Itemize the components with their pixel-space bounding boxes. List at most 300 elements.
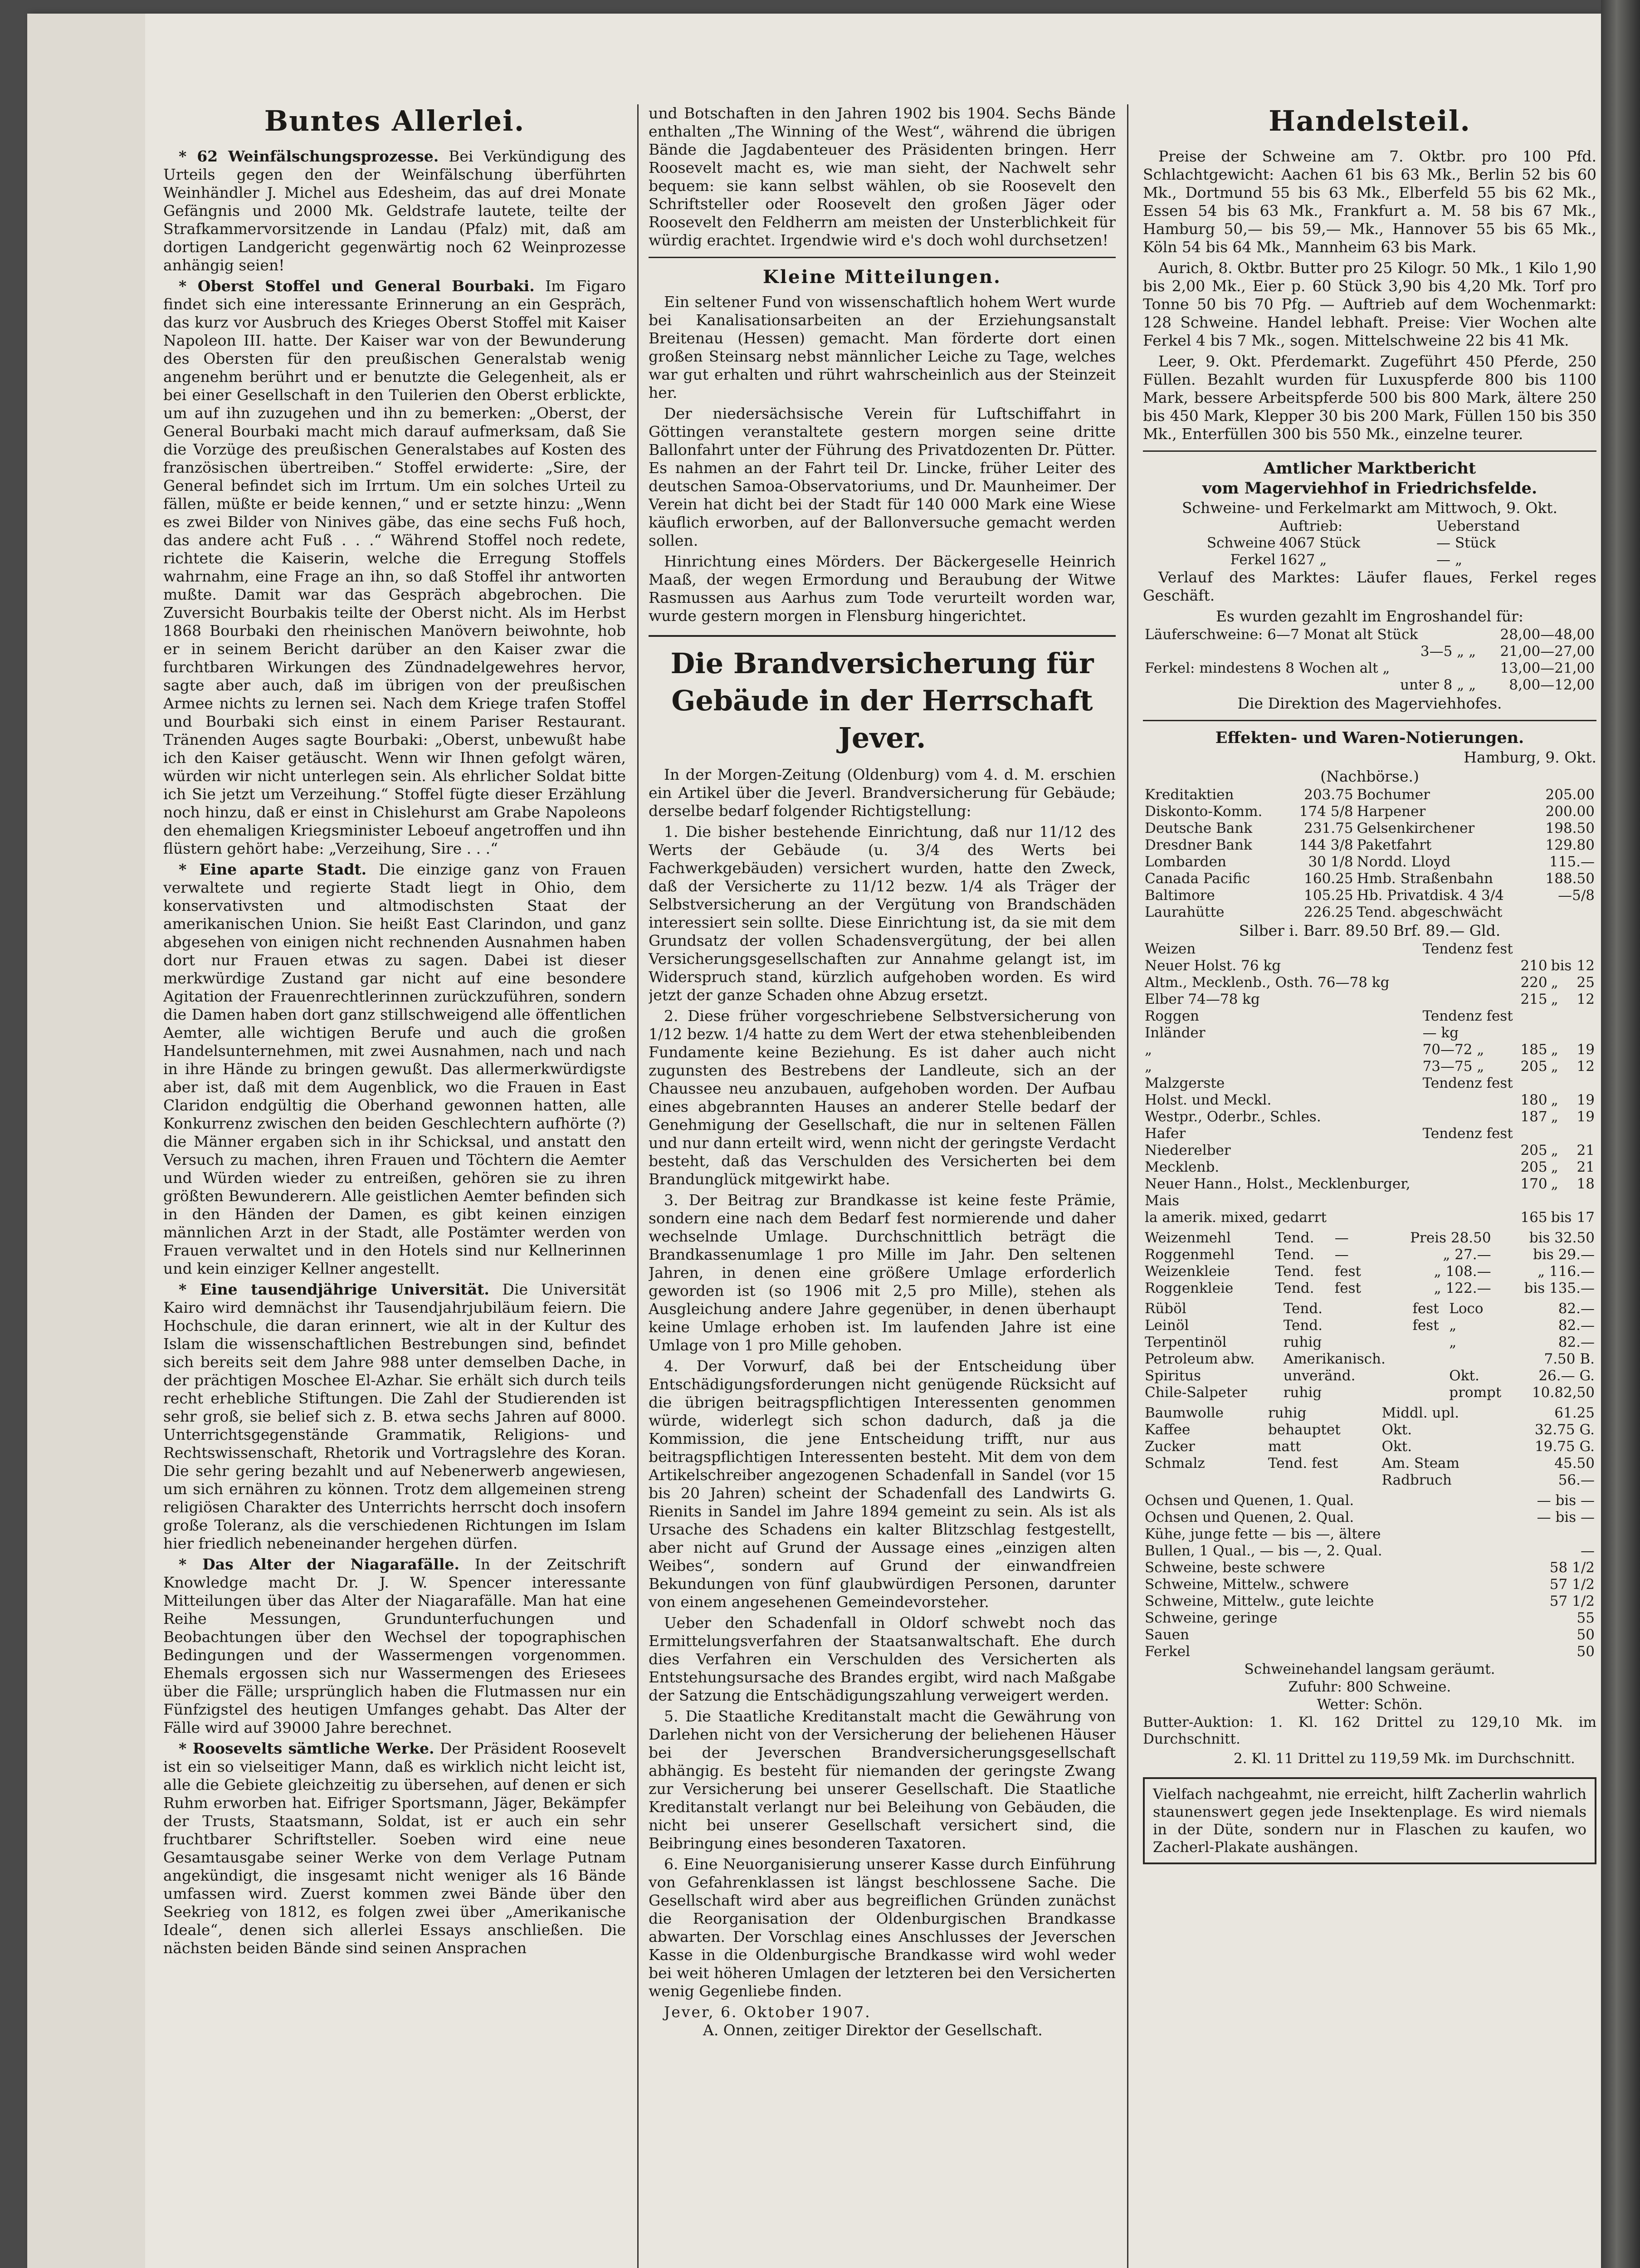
table-cell: 57 1/2	[1549, 1576, 1595, 1593]
table-cell: 57 1/2	[1549, 1593, 1595, 1609]
vieh-table	[1143, 1492, 1596, 1660]
table-cell: 180	[1520, 1092, 1547, 1108]
table-cell	[1549, 1008, 1574, 1025]
table-cell: Tend.	[1283, 1300, 1323, 1317]
table-cell: Tend.	[1275, 1263, 1314, 1280]
nachboerse: (Nachbörse.)	[1320, 767, 1419, 785]
table-cell: 70—72 „	[1422, 1041, 1484, 1058]
brand-paragraph: 2. Diese früher vorgeschriebene Selbstversicherung von 1/12 bezw. 1/4 hatte zu dem Wert der etwa stehenbleibenden Fundamente keine Beziehung. Es ist daher auch nicht zugunsten des Bestrebens der Landleute, sich an der Chaussee neu anzubauen, aufgehoben worden. Der Aufbau eines abgebrannten Hauses an anderer Stelle bedarf der Genehmigung der Gesellschaft, die nur in seltenen Fällen und nur dann erteilt wird, wenn nicht der geringste Verdacht besteht, daß das Verschulden des Versicherten bei dem Brandunglück mitgewirkt habe.	[649, 1007, 1116, 1188]
table-row	[1143, 1509, 1596, 1526]
table-cell: „	[1551, 1176, 1558, 1192]
table-cell: Okt.	[1449, 1368, 1479, 1384]
table-cell: Bullen, 1 Qual., — bis —, 2. Qual.	[1145, 1543, 1382, 1559]
column-rule	[1127, 104, 1128, 2268]
vieh-note: Wetter: Schön.	[1317, 1696, 1423, 1713]
table-row	[1143, 904, 1596, 921]
table-cell: 12	[1577, 1058, 1595, 1075]
oele-table	[1143, 1300, 1596, 1401]
table-row	[1143, 837, 1596, 854]
table-cell: Canada Pacific	[1145, 870, 1250, 887]
vieh-note: Schweinehandel langsam geräumt.	[1244, 1661, 1495, 1677]
table-cell: „	[1551, 974, 1558, 991]
table-cell: Tend.	[1275, 1230, 1314, 1246]
headline-brandversicherung: Die Brandversicherung für Gebäude in der Herrschaft Jever.	[649, 635, 1116, 757]
article-stoffel: * Oberst Stoffel und General Bourbaki. Im Figaro findet sich eine interessante Erinnerung an ein Gespräch, das kurz vor Ausbruch des Krieges Oberst Stoffel mit Kaiser Napoleon III. hatte. Der Kaiser war von der Bewunderung des Obersten für den preußischen Generalstab wenig angenehm berührt und er benutzte die Gelegenheit, als er bei einer Gesellschaft in den Tuilerien den Oberst erblickte, um auf ihn zuzugehen und ihn zu bemerken: „Oberst, der General Bourbaki macht mich darauf aufmerksam, daß Sie die Vorzüge des preußischen Generalstabes auf Kosten des französischen übertreiben.“ Stoffel erwiderte: „Sire, der General befindet sich im Irrtum. Um ein solches Urteil zu fällen, müßte er beide kennen,“ und er setzte hinzu: „Wenn es zwei Bilder von Ninives gäbe, das eine sechs Fuß hoch, das andere acht Fuß . . .“ Während Stoffel noch redete, richtete die Kaiserin, welche die Erregung Stoffels wahrnahm, eine Frage an ihn, so daß Stoffel ihr antworten mußte. Damit war das Gespräch abgebrochen. Die Zuversicht Bourbakis teilte der Oberst nicht. Als im Herbst 1868 Bourbaki den rheinischen Manövern beiwohnte, hob er in seinem Bericht darüber an den Kaiser zwar die furchtbaren Wirkungen des Zündnadelgewehres hervor, sagte aber auch, daß im übrigen von der preußischen Armee nichts zu lernen sei. Nach dem Kriege trafen Stoffel und Bourbaki sich einst in einem Pariser Restaurant. Tränenden Auges sagte Bourbaki: „Oberst, unbewußt habe ich den Kaiser getäuscht. Wenn wir Ihnen gefolgt wären, würden wir nicht unterlegen sein. Als ehrlicher Soldat bitte ich Sie jetzt um Verzeihung.“ Stoffel fügte dieser Erzählung noch hinzu, daß er einst in Chislehurst am Grabe Napoleons den ehemaligen Kriegsminister Leboeuf angetroffen und ihn flüstern gehört habe: „Verzeihung, Sire . . .“	[163, 277, 626, 857]
table-cell	[1421, 1209, 1518, 1226]
table-cell: „	[1145, 1041, 1152, 1058]
table-cell: 160.25	[1304, 870, 1353, 887]
table-cell	[1421, 1092, 1518, 1109]
table-cell: behauptet	[1268, 1422, 1341, 1438]
table-row	[1143, 1109, 1596, 1125]
table-cell: — bis —	[1537, 1509, 1595, 1525]
notice-hinrichtung: Hinrichtung eines Mörders. Der Bäckergeselle Heinrich Maaß, der wegen Ermordung und Beraubung der Witwe Rasmussen aus Aarhus zum Tode verurteilt worden war, wurde gestern morgen in Flensburg hingerichtet.	[649, 552, 1116, 625]
table-cell: Hafer	[1145, 1125, 1186, 1142]
engros-heading: Es wurden gezahlt im Engroshandel für:	[1215, 607, 1524, 625]
table-cell	[1549, 1193, 1574, 1209]
table-cell: 82.—	[1558, 1317, 1595, 1334]
table-row	[1143, 1280, 1596, 1297]
table-row	[1143, 854, 1596, 870]
section-title: Handelsteil.	[1269, 104, 1471, 137]
table-cell	[1421, 958, 1518, 974]
table-row	[1143, 1317, 1596, 1334]
table-cell: 10.82,50	[1532, 1384, 1595, 1401]
article-universitaet: * Eine tausendjährige Universität. Die Universität Kairo wird demnächst ihr Tausendjahrjubiläum feiern. Die Hochschule, die daran erinnert, wie alt in der Kultur des Islam die wissenschaftlichen Bestrebungen sind, befindet sich bereits seit dem Jahre 988 unter demselben Dache, in der prächtigen Moschee El-Azhar. Sie erhält sich durch teils recht erhebliche Stiftungen. Die Zahl der Studierenden ist sehr groß, sie belief sich z. B. etwa sechs Jahren auf 8000. Unterrichtsgegenstände Grammatik, Religions- und Rechtswissenschaft, Rhetorik und Vortragslehre des Koran. Die sehr gering bezahlt und auf Nebenerwerb angewiesen, um sich ernähren zu können. Trotz dem allgemeinen streng religiösen Charakter des Unterrichts herrscht doch insofern große Toleranz, als die verschiedenen Richtungen im Islam hier friedlich nebeneinander hergehen dürfen.	[163, 1281, 626, 1552]
table-cell: 32.75 G.	[1534, 1422, 1595, 1438]
table-cell: 205	[1520, 1159, 1547, 1175]
table-cell: „	[1551, 1092, 1558, 1108]
section-title-kleine: Kleine Mitteilungen.	[763, 266, 1001, 288]
table-row: Ferkel: mindestens 8 Wochen alt „ 13,00—21,00	[1145, 660, 1595, 676]
table-cell: Neuer Holst. 76 kg	[1145, 958, 1281, 974]
table-row	[1143, 991, 1596, 1008]
report-schweinepreise: Preise der Schweine am 7. Oktbr. pro 100 Pfd. Schlachtgewicht: Aachen 61 bis 63 Mk., Berlin 52 bis 60 Mk., Dortmund 55 bis 63 Mk., Elberfeld 55 bis 62 Mk., Essen 54 bis 63 Mk., Frankfurt a. M. 58 bis 67 Mk., Hamburg 50,— bis 59,— Mk., Hannover 55 bis 65 Mk., Köln 54 bis 64 Mk., Mannheim 63 bis Mark.	[1143, 147, 1596, 256]
table-row	[1143, 1230, 1596, 1246]
table-cell: 220	[1520, 974, 1547, 991]
table-cell: —	[1334, 1246, 1349, 1263]
table-cell: „	[1551, 1142, 1558, 1158]
table-cell	[1574, 1008, 1596, 1025]
table-cell: Am. Steam	[1381, 1455, 1459, 1471]
table-cell: Tend. abgeschwächt	[1357, 904, 1503, 920]
table-cell: Elber 74—78 kg	[1145, 991, 1260, 1007]
table-cell	[1421, 1142, 1518, 1159]
table-cell	[1534, 904, 1596, 921]
table-cell: Diskonto-Komm.	[1145, 803, 1263, 820]
table-cell: 25	[1577, 974, 1595, 991]
table-cell: 50	[1577, 1643, 1595, 1660]
table-row: 3—5 „ „ 21,00—27,00	[1420, 643, 1595, 660]
table-row	[1143, 1438, 1596, 1455]
table-cell: „ 108.—	[1434, 1263, 1491, 1280]
table-cell: —	[1334, 1230, 1349, 1246]
table-cell	[1447, 1351, 1515, 1368]
table-cell: Mecklenb.	[1145, 1159, 1220, 1175]
table-cell: Tend.	[1275, 1280, 1314, 1296]
auftrieb-table	[1143, 518, 1596, 568]
table-cell: fest	[1334, 1280, 1361, 1296]
table-cell: Schweine, Mittelw., schwere	[1145, 1576, 1349, 1593]
table-cell: 45.50	[1554, 1455, 1595, 1471]
table-row	[1143, 1159, 1596, 1176]
brand-paragraph: In der Morgen-Zeitung (Oldenburg) vom 4. d. M. erschien ein Artikel über die Jeverl. Brandversicherung für Gebäude; derselbe bedarf folgender Richtigstellung:	[649, 766, 1116, 820]
table-cell	[1518, 1125, 1549, 1142]
table-row	[1143, 1058, 1596, 1075]
table-cell: 174 5/8	[1299, 803, 1353, 820]
table-cell: Niederelber	[1145, 1142, 1231, 1158]
table-cell: Tendenz fest	[1422, 1008, 1513, 1024]
table-cell: 58 1/2	[1549, 1559, 1595, 1576]
table-cell: 205	[1520, 1142, 1547, 1158]
table-cell	[1411, 1384, 1447, 1401]
table-cell	[1504, 1526, 1596, 1543]
table-row	[1143, 1559, 1596, 1576]
table-cell: Altm., Mecklenb., Osth. 76—78 kg	[1145, 974, 1390, 991]
brand-paragraph: 5. Die Staatliche Kreditanstalt macht die Gewährung von Darlehen nicht von der Versicherung der beliehenen Häuser bei der Jeverschen Brandversicherungsgesellschaft abhängig. Es besteht für niemanden der geringste Zwang zur Versicherung bei unserer Gesellschaft. Die Staatliche Kreditanstalt verlangt nur bei Beleihung von Gebäuden, die nicht bei unserer Gesellschaft versichert sind, die Beibringung eines besonderen Taxatoren.	[649, 1707, 1116, 1852]
getreide-table	[1143, 941, 1596, 1226]
table-cell	[1266, 1472, 1380, 1489]
column-rule	[637, 104, 639, 2268]
table-cell: Ferkel	[1145, 1643, 1191, 1660]
table-row	[1143, 1610, 1596, 1627]
table-cell: Westpr., Oderbr., Schles.	[1145, 1109, 1321, 1125]
table-cell	[1549, 941, 1574, 958]
table-row	[1143, 1593, 1596, 1610]
article-roosevelt: * Roosevelts sämtliche Werke. Der Präsident Roosevelt ist ein so vielseitiger Mann, daß es wirklich nicht leicht ist, alle die Gebiete gleichzeitig zu übersehen, auf denen er sich Ruhm erworben hat. Eifriger Sportsmann, Jäger, Bekämpfer der Trusts, Staatsmann, Soldat, ist er auch ein sehr fruchtbarer Schriftsteller. Soeben wird eine neue Gesamtausgabe seiner Werke von dem Verlage Putnam angekündigt, die insgesamt nicht weniger als 16 Bände umfassen wird. Zuerst kommen zwei Bände über den Seekrieg von 1812, es folgen zwei über „Amerikanische Ideale“, denen sich allerlei Essays anschließen. Die nächsten beiden Bände sind seinen Ansprachen	[163, 1740, 626, 1957]
table-cell: — bis —	[1537, 1492, 1595, 1509]
table-cell: 205.00	[1545, 787, 1595, 803]
hamburg-date: Hamburg, 9. Okt.	[1464, 748, 1596, 766]
table-cell: bis 135.—	[1524, 1280, 1595, 1296]
table-cell: 19	[1577, 1041, 1595, 1058]
table-cell: Deutsche Bank	[1145, 820, 1253, 836]
table-cell: bis 32.50	[1529, 1230, 1595, 1246]
table-row: Schweine 4067 Stück — Stück	[1206, 535, 1496, 551]
table-cell: 129.80	[1545, 837, 1595, 853]
table-row	[1143, 1627, 1596, 1643]
effekten-title: Effekten- und Waren-Notierungen.	[1215, 728, 1524, 747]
table-cell: Mais	[1145, 1193, 1180, 1209]
table-cell: Lombarden	[1145, 854, 1226, 870]
table-cell: 19	[1577, 1092, 1595, 1108]
table-cell: Harpener	[1357, 803, 1426, 820]
table-cell: fest	[1412, 1317, 1439, 1334]
table-cell: 21	[1577, 1142, 1595, 1158]
column-buntes-allerlei	[163, 104, 626, 2268]
table-cell	[1143, 1472, 1266, 1489]
table-row	[1143, 1008, 1596, 1025]
table-cell: Schweine, beste schwere	[1145, 1559, 1325, 1576]
divider	[1143, 450, 1596, 452]
table-cell: 231.75	[1304, 820, 1353, 836]
table-cell: Baumwolle	[1145, 1405, 1224, 1421]
advertisement-zacherlin: Vielfach nachgeahmt, nie erreicht, hilft Zacherlin wahrlich staunenswert gegen jede Insektenplage. Es wird niemals in der Düte, sondern nur in Flaschen zu kaufen, wo Zacherl-Plakate aushängen.	[1143, 1777, 1596, 1864]
brand-paragraph: 6. Eine Neuorganisierung unserer Kasse durch Einführung von Gefahrenklassen ist längst beschlossene Sache. Die Gesellschaft wird aber aus begreiflichen Gründen zunächst die Reorganisation der Oldenburgischen Brandkasse abwarten. Der Vorschlag eines Anschlusses der Jeverschen Kasse in die Oldenburgische Brandkasse wird wohl weder bei weit höheren Umlagen der letzteren bei den Versicherten wenig Gegenliebe finden.	[649, 1855, 1116, 2000]
table-cell: bis 29.—	[1533, 1246, 1595, 1263]
table-header: Auftrieb: Ueberstand	[1279, 518, 1520, 534]
table-cell: Ochsen und Quenen, 2. Qual.	[1145, 1509, 1354, 1525]
table-cell: Kaffee	[1145, 1422, 1191, 1438]
newspaper-page	[27, 14, 1601, 2268]
table-cell: „	[1449, 1317, 1457, 1334]
table-cell: fest	[1334, 1263, 1361, 1280]
table-cell: 226.25	[1304, 904, 1353, 920]
table-cell: 21	[1577, 1159, 1595, 1175]
table-cell: Middl. upl.	[1381, 1405, 1459, 1421]
table-row	[1143, 870, 1596, 887]
effekten-table	[1143, 787, 1596, 921]
table-cell: 7.50 B.	[1544, 1351, 1595, 1367]
table-cell: bis	[1551, 958, 1572, 974]
table-cell	[1421, 1193, 1518, 1209]
kolonial-table	[1143, 1405, 1596, 1489]
table-row	[1143, 1368, 1596, 1384]
report-leer: Leer, 9. Okt. Pferdemarkt. Zugeführt 450 Pferde, 250 Füllen. Bezahlt wurden für Luxuspferde 800 bis 1100 Mark, bessere Arbeitspferde 500 bis 800 Mark, ältere 250 bis 450 Mark, Klepper 30 bis 200 Mark, Füllen 150 bis 350 Mk., Enterfüllen 300 bis 550 Mk., einzelne teurer.	[1143, 352, 1596, 443]
table-cell: Chile-Salpeter	[1145, 1384, 1247, 1401]
table-cell: 73—75 „	[1422, 1058, 1484, 1075]
table-cell: „	[1551, 991, 1558, 1007]
table-cell: 198.50	[1545, 820, 1595, 836]
table-cell	[1518, 941, 1549, 958]
table-cell: Petroleum abw.	[1145, 1351, 1255, 1367]
table-cell: 55	[1577, 1610, 1595, 1626]
brand-paragraph: 3. Der Beitrag zur Brandkasse ist keine feste Prämie, sondern eine nach dem Bedarf fest normierende und daher wechselnde Umlage. Durchschnittlich beträgt die Brandkassenumlage 1 pro Mille im Jahr. Den seltenen Jahren, in denen eine größere Umlage erforderlich geworden ist (so 1906 mit 2,5 pro Mille), stehen als Ausgleichung andere Jahre gegenüber, in denen überhaupt keine Umlage erhoben ist. Im laufenden Jahre ist eine Umlage von 1 pro Mille gehoben.	[649, 1191, 1116, 1354]
mehl-table	[1143, 1230, 1596, 1297]
article-aparte-stadt: * Eine aparte Stadt. Die einzige ganz von Frauen verwaltete und regierte Stadt liegt in Ohio, dem konservativsten und altmodischsten Staat der amerikanischen Union. Sie heißt East Clarindon, und ganz abgesehen von einigen nicht rechnenden Ausnahmen haben dort nur Frauen etwas zu sagen. Dabei ist dieser merkwürdige Zustand gar nicht auf eine besondere Agitation der Frauenrechtlerinnen zurückzuführen, sondern die Damen haben dort ganz stillschweigend alle öffentlichen Aemter, alle wichtigen Berufe und auch die großen Handelsunternehmen, mit zwei Ausnahmen, nach und nach in ihre Hände zu bringen gewußt. Das allermerkwürdigste aber ist, daß mit dem Augenblick, wo die Frauen in East Claridon endgültig die Oberhand gewonnen hatten, alle Konkurrenz zwischen den beiden Geschlechtern aufhörte (?) die Männer ergaben sich in ihr Schicksal, und anstatt den Versuch zu machen, ihren Frauen und Töchtern die Aemter und Würden wieder zu entreißen, gehören sie zu ihren größten Bewunderern. Alle geistlichen Aemter befinden sich in den Händen der Damen, es gibt keinen einzigen männlichen Arzt in der Stadt, alle Postämter werden von Frauen verwaltet und in den Hotels sind nur Kellnerinnen und kein einziger Kellner angestellt.	[163, 860, 626, 1277]
table-cell: „	[1551, 1159, 1558, 1175]
table-cell: Schweine, geringe	[1145, 1610, 1278, 1626]
table-row	[1143, 1209, 1596, 1226]
brand-paragraph: 4. Der Vorwurf, daß bei der Entscheidung über Entschädigungsforderungen nicht genügende Rücksicht auf die übrigen beitragspflichtigen Interessenten genommen würde, widerlegt sich schon dadurch, daß ja die Kommission, die jene Entscheidung trifft, nur aus beitragspflichtigen Interessenten besteht. Mit dem von dem Artikelschreiber angezogenen Schadenfall in Sandel (vor 15 bis 20 Jahren) scheint der Schadenfall des Landwirts G. Rienits in Sandel im Jahre 1894 gemeint zu sein. Als ist als Ursache des Schadens ein kalter Blitzschlag festgestellt, aber nicht auf Grund der Aussage eines „einzigen alten Weibes“, sondern auf Grund der einwandfreien Bekundungen von fünf glaubwürdigen Personen, darunter von einem angesehenen Gemeindevorsteher.	[649, 1357, 1116, 1611]
table-cell	[1518, 1025, 1549, 1041]
table-cell: 105.25	[1304, 887, 1353, 904]
article-weinfaelschung: * 62 Weinfälschungsprozesse. Bei Verkündigung des Urteils gegen den der Weinfälschung überführten Weinhändler J. Michel aus Edesheim, das auf drei Monate Gefängnis und 2000 Mk. Geldstrafe lautete, teilte der Strafkammervorsitzende in Landau (Pfalz) mit, daß am dortigen Landgericht gegenwärtig noch 62 Weinprozesse anhängig seien!	[163, 147, 626, 274]
column-handelsteil	[1143, 104, 1596, 2268]
table-cell	[1549, 1125, 1574, 1142]
table-cell: 210	[1520, 958, 1547, 974]
table-row	[1143, 1193, 1596, 1209]
table-row	[1143, 1492, 1596, 1509]
table-cell: Weizenkleie	[1145, 1263, 1230, 1280]
table-cell: Bochumer	[1357, 787, 1430, 803]
table-cell: Hmb. Straßenbahn	[1357, 870, 1493, 887]
table-cell: 115.—	[1549, 854, 1595, 870]
table-row	[1143, 958, 1596, 974]
table-cell: „	[1551, 1041, 1558, 1058]
place-date: Jever, 6. Oktober 1907.	[664, 2003, 871, 2021]
table-row	[1143, 1125, 1596, 1142]
table-cell: matt	[1268, 1438, 1301, 1455]
table-cell: 12	[1577, 958, 1595, 974]
table-cell: 18	[1577, 1176, 1595, 1192]
table-cell	[1574, 1025, 1596, 1041]
table-cell: Spiritus	[1145, 1368, 1201, 1384]
table-row	[1143, 787, 1596, 803]
table-row	[1143, 1142, 1596, 1159]
table-cell: Gelsenkirchener	[1357, 820, 1475, 836]
table-cell: Paketfahrt	[1357, 837, 1432, 853]
table-cell: bis	[1551, 1209, 1572, 1226]
table-cell: 30 1/8	[1308, 854, 1353, 870]
brand-paragraph: 1. Die bisher bestehende Einrichtung, daß nur 11/12 des Werts der Gebäude (u. 3/4 des Werts bei Fachwerkgebäuden) versichert wurden, hatte den Zweck, daß der Versicherte zu 11/12 bezw. 1/4 als Träger der Selbstversicherung an der Vergütung von Brandschäden interessiert sein sollte. Diese Einrichtung ist, da sie mit dem Grundsatz der vollen Schadensvergütung, der bei allen Versicherungsgesellschaften zur Annahme gelangt ist, im Widerspruch stand, kürzlich aufgehoben worden. Es wird jetzt der ganze Schaden ohne Abzug ersetzt.	[649, 823, 1116, 1004]
table-cell: Hb. Privatdisk. 4 3/4	[1357, 887, 1504, 904]
section-title: Buntes Allerlei.	[264, 104, 525, 137]
table-cell: Rüböl	[1145, 1300, 1186, 1317]
table-cell: fest	[1412, 1300, 1439, 1317]
marktbericht-subtitle: vom Magerviehhof in Friedrichsfelde.	[1202, 479, 1538, 498]
page-edge	[1601, 0, 1640, 2268]
table-cell: Tendenz fest	[1422, 941, 1513, 957]
table-cell: 200.00	[1545, 803, 1595, 820]
table-row: Ferkel 1627 „ — „	[1230, 552, 1463, 568]
table-cell: „ 122.—	[1434, 1280, 1491, 1296]
table-cell: Amerikanisch.	[1283, 1351, 1386, 1367]
table-cell: 165	[1520, 1209, 1547, 1226]
table-cell: —	[1581, 1543, 1595, 1559]
table-cell: unveränd.	[1283, 1368, 1356, 1384]
table-cell: ruhig	[1268, 1405, 1307, 1421]
table-cell	[1411, 1368, 1447, 1384]
table-cell: Tendenz fest	[1422, 1075, 1513, 1091]
direktion: Die Direktion des Magerviehhofes.	[1237, 694, 1502, 712]
table-cell: 187	[1520, 1109, 1547, 1125]
table-cell: „ 27.—	[1443, 1246, 1491, 1263]
table-cell	[1518, 1008, 1549, 1025]
table-cell: Loco	[1449, 1300, 1484, 1317]
table-cell: 205	[1520, 1058, 1547, 1075]
table-row	[1143, 1643, 1596, 1660]
table-cell	[1574, 941, 1596, 958]
table-row	[1143, 1472, 1596, 1489]
table-cell: 61.25	[1554, 1405, 1595, 1421]
divider	[1143, 720, 1596, 721]
table-cell: Schmalz	[1145, 1455, 1205, 1471]
table-cell: „	[1145, 1058, 1152, 1075]
table-row	[1143, 941, 1596, 958]
table-row	[1143, 1384, 1596, 1401]
table-cell: 19.75 G.	[1534, 1438, 1595, 1455]
table-row	[1143, 1526, 1596, 1543]
table-cell: Dresdner Bank	[1145, 837, 1252, 853]
page-margin	[27, 14, 145, 2268]
table-cell: Inländer	[1145, 1025, 1206, 1041]
silber: Silber i. Barr. 89.50 Brf. 89.— Gld.	[1239, 922, 1501, 939]
table-cell: 82.—	[1558, 1334, 1595, 1350]
table-cell: Roggen	[1145, 1008, 1200, 1024]
table-cell	[1549, 1025, 1574, 1041]
article-roosevelt-continued: und Botschaften in den Jahren 1902 bis 1904. Sechs Bände enthalten „The Winning of the West“, während die übrigen Bände die Jagdabenteuer des Präsidenten bringen. Herr Roosevelt macht es, wie man sieht, der Nachwelt sehr bequem: sie kann selbst wählen, ob sie Roosevelt den Schriftsteller oder Roosevelt den großen Jäger oder Roosevelt den Feldherrn am meisten der Unsterblichkeit für würdig erachtet. Irgendwie wird e's doch wohl durchsetzen!	[649, 104, 1116, 249]
table-cell: — kg	[1422, 1025, 1459, 1041]
article-niagarafaelle: * Das Alter der Niagarafälle. In der Zeitschrift Knowledge macht Dr. J. W. Spencer interessante Mitteilungen über das Alter der Niagarafälle. Man hat eine Reihe Messungen, Grundunterfuchungen und Beobachtungen über den Wechsel der topographischen Bedingungen und der Wassermengen vorgenommen. Ehemals ergossen sich nur Wassermengen des Eriesees über die Fälle; ursprünglich haben die Flutmassen nur ein Fünfzigstel des heutigen Umfanges gehabt. Das Alter der Fälle wird auf 39000 Jahre berechnet.	[163, 1555, 626, 1736]
table-cell	[1518, 1075, 1549, 1092]
verlauf: Verlauf des Marktes: Läufer flaues, Ferkel reges Geschäft.	[1143, 568, 1596, 604]
table-cell: la amerik. mixed, gedarrt	[1145, 1209, 1327, 1226]
table-cell: ruhig	[1283, 1384, 1322, 1401]
table-row	[1143, 1025, 1596, 1041]
report-aurich: Aurich, 8. Oktbr. Butter pro 25 Kilogr. 50 Mk., 1 Kilo 1,90 bis 2,00 Mk., Eier p. 60 Stück 3,90 bis 4,20 Mk. Torf pro Tonne 50 bis 70 Pfg. — Auftrieb auf dem Wochenmarkt: 128 Schweine. Handel lebhaft. Preise: Vier Wochen alte Ferkel 4 bis 7 Mk., sogen. Mittelschweine 22 bis 41 Mk.	[1143, 259, 1596, 349]
table-cell: Holst. und Meckl.	[1145, 1092, 1272, 1108]
table-cell	[1574, 1075, 1596, 1092]
table-cell: prompt	[1449, 1384, 1502, 1401]
table-row	[1143, 1246, 1596, 1263]
table-row	[1143, 1455, 1596, 1472]
table-cell: Ochsen und Quenen, 1. Qual.	[1145, 1492, 1354, 1509]
table-cell: „ 116.—	[1538, 1263, 1595, 1280]
table-cell: „	[1551, 1109, 1558, 1125]
table-row	[1143, 1263, 1596, 1280]
table-cell: Neuer Hann., Holst., Mecklenburger,	[1145, 1176, 1411, 1192]
table-cell: Okt.	[1381, 1438, 1412, 1455]
table-cell	[1421, 991, 1518, 1008]
table-cell: 56.—	[1558, 1472, 1595, 1488]
table-cell: Tend. fest	[1268, 1455, 1338, 1471]
table-row	[1143, 820, 1596, 837]
table-row: unter 8 „ „ 8,00—12,00	[1400, 677, 1595, 693]
table-cell: —5/8	[1558, 887, 1595, 904]
table-cell: Baltimore	[1145, 887, 1215, 904]
table-row	[1143, 974, 1596, 991]
table-cell: Roggenkleie	[1145, 1280, 1234, 1296]
table-cell: Nordd. Lloyd	[1357, 854, 1451, 870]
table-cell: Roggenmehl	[1145, 1246, 1235, 1263]
table-cell	[1421, 1159, 1518, 1176]
table-cell: „	[1551, 1058, 1558, 1075]
engros-table	[1143, 626, 1596, 694]
table-cell: Preis 28.50	[1410, 1230, 1491, 1246]
table-row	[1143, 803, 1596, 820]
table-cell: Tendenz fest	[1422, 1125, 1513, 1142]
table-cell: Weizen	[1145, 941, 1196, 957]
table-cell	[1574, 1125, 1596, 1142]
table-cell: Sauen	[1145, 1627, 1189, 1643]
butter-auktion: 2. Kl. 11 Drittel zu 119,59 Mk. im Durchschnitt.	[1234, 1750, 1575, 1767]
table-cell: 188.50	[1545, 870, 1595, 887]
notice-luftschiffahrt: Der niedersächsische Verein für Luftschiffahrt in Göttingen veranstaltete gestern morgen seine dritte Ballonfahrt unter der Führung des Privatdozenten Dr. Pütter. Es nahmen an der Fahrt teil Dr. Lincke, früher Leiter des deutschen Samoa-Observatoriums, und Dr. Maunheimer. Der Verein hat dicht bei der Stadt für 140 000 Mark eine Wiese käuflich erworben, auf der Ballonversuche gemacht werden sollen.	[649, 405, 1116, 549]
column-middle	[649, 104, 1116, 2268]
table-cell: ruhig	[1283, 1334, 1322, 1350]
notice-fund: Ein seltener Fund von wissenschaftlich hohem Wert wurde bei Kanalisationsarbeiten an der Erziehungsanstalt Breitenau (Hessen) gemacht. Man förderte dort einen großen Steinsarg nebst männlicher Leiche zu Tage, welches war gut erhalten und rührt wahrscheinlich aus der Steinzeit her.	[649, 293, 1116, 401]
table-cell: „	[1449, 1334, 1457, 1350]
table-row	[1143, 1300, 1596, 1317]
table-cell	[1421, 1176, 1518, 1193]
table-cell	[1574, 1193, 1596, 1209]
table-cell: Tend.	[1283, 1317, 1323, 1334]
table-row: Läuferschweine: 6—7 Monat alt Stück 28,00—48,00	[1145, 626, 1595, 643]
table-row	[1143, 1405, 1596, 1422]
signature: A. Onnen, zeitiger Direktor der Gesellschaft.	[703, 2021, 1043, 2039]
table-cell	[1411, 1334, 1447, 1351]
table-cell: 170	[1520, 1176, 1547, 1192]
table-cell: Leinöl	[1145, 1317, 1189, 1334]
table-cell	[1421, 1109, 1518, 1125]
table-cell	[1411, 1351, 1447, 1368]
table-cell: 17	[1577, 1209, 1595, 1226]
table-row	[1143, 1176, 1596, 1193]
table-cell: 26.— G.	[1538, 1368, 1595, 1384]
table-row	[1143, 1041, 1596, 1058]
table-cell: Schweine, Mittelw., gute leichte	[1145, 1593, 1374, 1609]
vieh-note: Zufuhr: 800 Schweine.	[1288, 1679, 1451, 1695]
table-row	[1143, 887, 1596, 904]
divider	[649, 257, 1116, 258]
table-cell: Zucker	[1145, 1438, 1195, 1455]
table-cell	[1421, 974, 1518, 991]
table-row	[1143, 1334, 1596, 1351]
table-cell: Weizenmehl	[1145, 1230, 1231, 1246]
table-cell	[1549, 1075, 1574, 1092]
table-cell: 144 3/8	[1299, 837, 1353, 853]
